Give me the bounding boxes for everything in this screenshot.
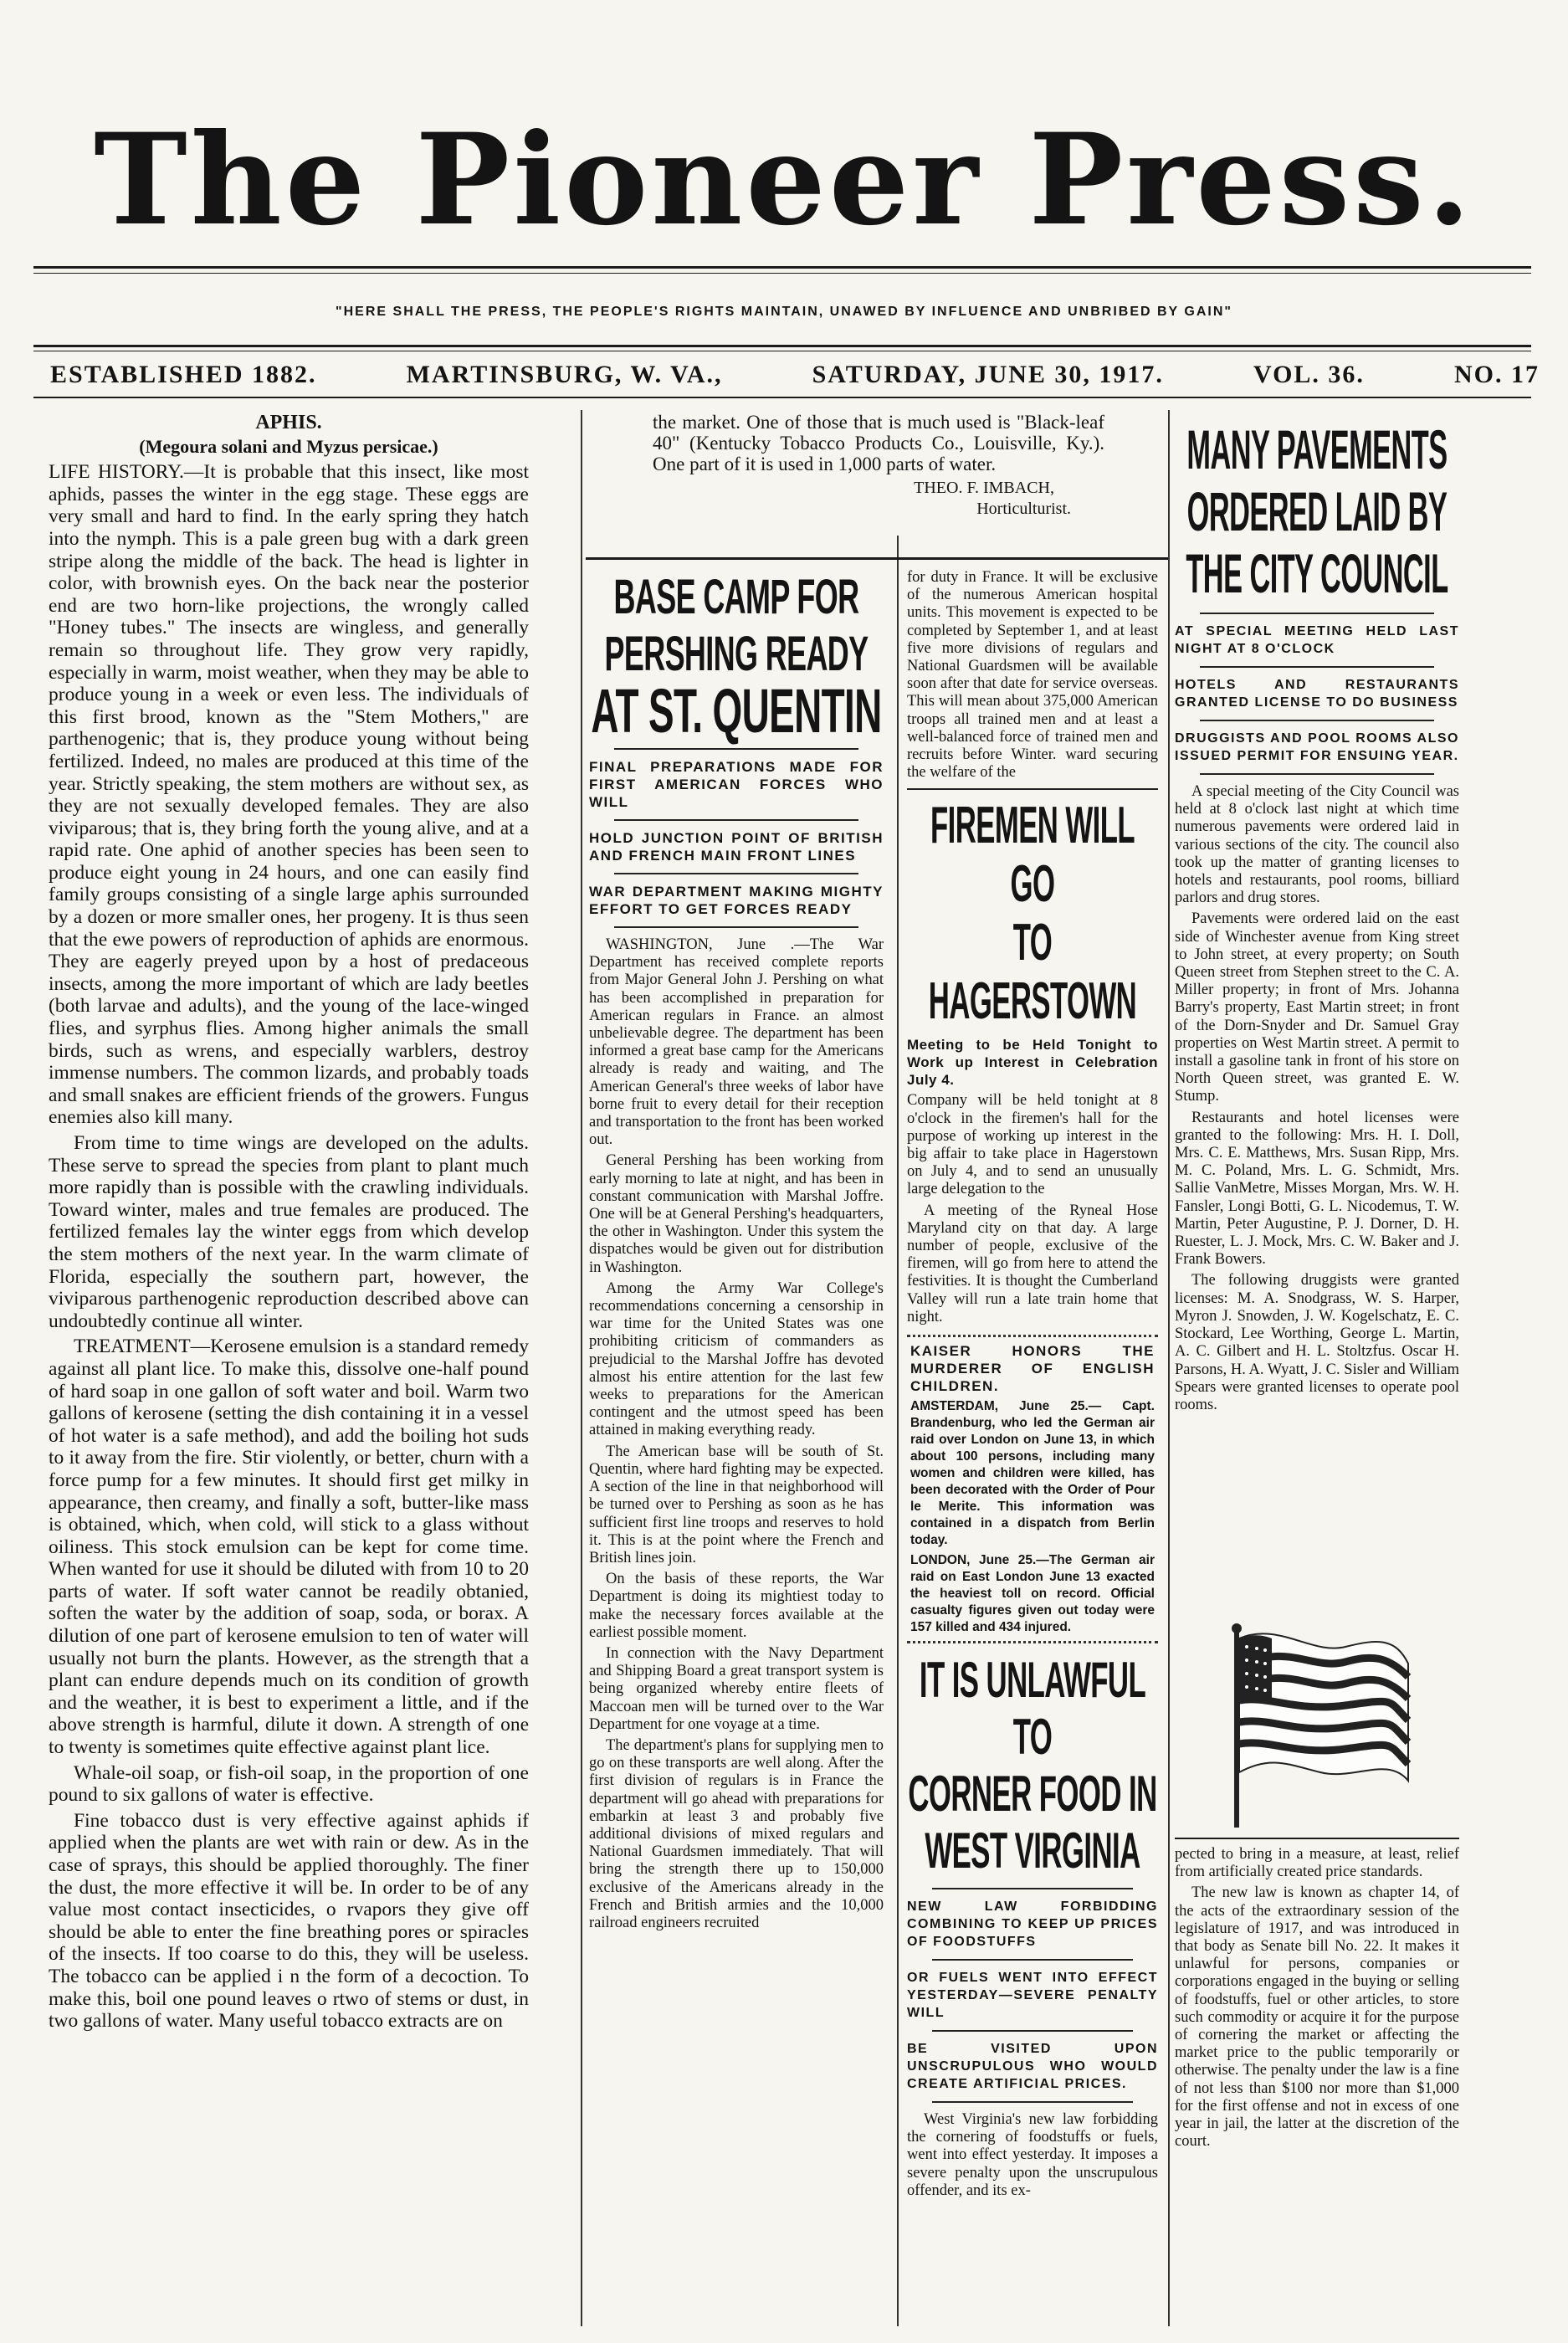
pavements-deck: HOTELS AND RESTAURANTS GRANTED LICENSE TO DO BUSINESS: [1175, 678, 1459, 710]
pershing-deck: WAR DEPARTMENT MAKING MIGHTY EFFORT TO GET FORCES READY: [589, 884, 884, 917]
pershing-continuation: for duty in France. It will be exclusive of the numerous American hospital units. This movement is expected to be completed by September 1, and at least five more divisions of regulars and National Guardsmen will be available soon after that date for service overseas. This will mean about 375,000 American troops all trained men and at least a well-balanced force of trained men and recruits before Winter. ward securing the welfare of the: [907, 569, 1158, 782]
deck-rule: [614, 926, 858, 928]
masthead-motto: "HERE SHALL THE PRESS, THE PEOPLE'S RIGHTS MAINTAIN, UNAWED BY INFLUENCE AND UNBRIBED BY GAIN": [336, 305, 1232, 319]
pavements-paragraph: A special meeting of the City Council was held at 8 o'clock last night at which time numerous pavements were ordered laid in various sections of the city. The council also took up the matter of granting licenses to hotels and restaurants, pool rooms, billiard parlors and drug stores.: [1175, 783, 1459, 907]
pershing-deck: HOLD JUNCTION POINT OF BRITISH AND FRENCH MAIN FRONT LINES: [589, 830, 884, 864]
aphis-paragraph: Whale-oil soap, or fish-oil soap, in the proportion of one pound to six gallons of water is effective.: [49, 1761, 529, 1807]
firemen-body: [907, 1092, 1158, 1326]
issue-number: NO. 17: [1454, 361, 1540, 388]
deck-rule: [932, 2101, 1133, 2103]
pavements-headline: [1176, 418, 1458, 604]
pavements-headline-line: MANY PAVEMENTS: [1186, 418, 1448, 480]
firemen-headline: [909, 797, 1157, 1031]
pershing-headline: [589, 569, 884, 746]
kaiser-box: [907, 1335, 1158, 1643]
pavements-headline-line: THE CITY COUNCIL: [1186, 542, 1448, 604]
aphis-paragraph: Fine tobacco dust is very effective against aphids if applied when the plants are wet with rain or dew. As in the case of sprays, this should be applied thoroughly. The finer the dust, the more effective it will be. In order to be of any value most contact insecticides, o rvapors they give off should be able to enter the fine breathing pores or spiracles of the insects. If too coarse to do this, they will be useless. The tobacco can be applied i n the form of a decoction. To make this, boil one pound leaves o rtwo of stems or dust, in two gallons of water. Many useful tobacco extracts are on: [49, 1809, 529, 2033]
deck-rule: [932, 1888, 1133, 1889]
kaiser-paragraph: AMSTERDAM, June 25.— Capt. Brandenburg, who led the German air raid over London on June 13, in which about 100 persons, including many women and children were killed, has been decorated with the Order of Pour le Merite. This information was contained in a dispatch from Berlin today.: [910, 1399, 1155, 1548]
dateline-rule-top: [33, 345, 1531, 347]
deck-rule: [614, 873, 858, 874]
aphis-title: APHIS.: [255, 412, 322, 433]
pavements-paragraph: Restaurants and hotel licenses were granted to the following: Mrs. H. I. Doll, Mrs. C. E. Matthews, Mrs. Susan Ripp, Mrs. M. C. Poland, Mrs. L. G. Schmidt, Mrs. Sallie VanMetre, Misses Morgan, Mrs. W. H. Fansler, Longi Botti, G. L. Nicodemus, T. W. Martin, Peter Augustine, P. J. Dorner, D. H. Ruester, L. J. Mock, Mrs. C. W. Baker and J. Frank Bowers.: [1175, 1109, 1459, 1269]
aphis-paragraph: From time to time wings are developed on the adults. These serve to spread the species from plant to plant much more rapidly than is possible with the crawling individuals. Toward winter, males and true females are produced. The fertilized females lay the winter eggs from which develop the stem mothers of the next year. In the warm climate of Florida, especially the southern part, however, the viviparous parthenogenic reproduction described above can undoubtedly continue all winter.: [49, 1132, 529, 1332]
unlawful-headline-line: WEST VIRGINIA: [925, 1823, 1140, 1879]
deck-rule: [907, 788, 1158, 790]
aphis-continuation: [653, 412, 1104, 554]
unlawful-deck: OR FUELS WENT INTO EFFECT YESTERDAY—SEVERE PENALTY WILL: [907, 1971, 1158, 2021]
aphis-signature-name: THEO. F. IMBACH,: [914, 479, 1054, 497]
pershing-paragraph: WASHINGTON, June .—The War Department has received complete reports from Major General John J. Pershing on what has been accomplished in preparation for American regulars in France. an almost unbelievable degree. The department has been informed a great base camp for the Americans already is ready and waiting, and The American General's three weeks of labor have borne fruit to every detail for their reception and transportation to the front has been worked out.: [589, 936, 884, 1149]
pershing-paragraph: General Pershing has been working from early morning to late at night, and has been in constant communication with Marshal Joffre. One will be at General Pershing's headquarters, the other in Washington. Under this system the dispatches would be given out for distribution in Washington.: [589, 1152, 884, 1276]
pavements-deck: DRUGGISTS AND POOL ROOMS ALSO ISSUED PERMIT FOR ENSUING YEAR.: [1175, 731, 1459, 763]
masthead-rule-top: [33, 266, 1531, 269]
american-flag-icon: [1220, 1613, 1412, 1831]
unlawful-continuation: [1175, 1846, 1459, 2323]
unlawful-cont-paragraph: pected to bring in a measure, at least, relief from artificially created price standards.: [1175, 1846, 1459, 1881]
deck-rule: [614, 748, 858, 750]
pershing-paragraph: The department's plans for supplying men to go on these transports are well along. After the first division of regulars is in France the department will go ahead with preparations for embarkin at least 3 and probably five additional divisions of mixed regulars and National Guardsmen immediately. That will bring the strength there up to 150,000 exclusive of the Americans already in the French and British armies and the 10,000 railroad engineers recruited: [589, 1736, 884, 1931]
pershing-headline-line: BASE CAMP FOR: [613, 570, 859, 624]
unlawful-headline: [907, 1652, 1158, 1879]
column-rule-2: [897, 536, 899, 2326]
dateline-rule-bottom: [33, 397, 1531, 398]
firemen-paragraph: A meeting of the Ryneal Hose Maryland city on that day. A large number of people, exclusive of the firemen, will go from here to attend the festivities. It is thought the Cumberland Valley will run a late train home that night.: [907, 1202, 1158, 1325]
deck-rule: [614, 819, 858, 821]
pershing-headline-line: PERSHING READY: [604, 627, 869, 681]
pavements-headline-line: ORDERED LAID BY: [1186, 480, 1448, 542]
dateline: [50, 358, 1540, 392]
unlawful-paragraph: West Virginia's new law forbidding the cornering of foodstuffs or fuels, went into effect yesterday. It imposes a severe penalty upon the unscrupulous offender, and its ex-: [907, 2111, 1158, 2199]
flag-rule: [1175, 1838, 1459, 1839]
pershing-paragraph: The American base will be south of St. Quentin, where hard fighting may be expected. A section of the line in that neighborhood will be turned over to Pershing as soon as he has sufficient first line troops and reserves to hold it. This is at the point where the French and British lines join.: [589, 1443, 884, 1566]
unlawful-headline-line: CORNER FOOD IN: [908, 1766, 1157, 1823]
pershing-paragraph: Among the Army War College's recommendations concerning a censorship in war time for the United States was one prohibiting criticism of commanders as prejudicial to the Marshal Joffre has devoted almost his entire attention for the last few weeks to preparations for the American contingent and the utmost speed has been attained in making everything ready.: [589, 1279, 884, 1439]
firemen-paragraph: Company will be held tonight at 8 o'clock in the firemen's hall for the purpose of working up interest in the big affair to take place in Hagerstown on July 4, and to send an unusually large delegation to the: [907, 1092, 1158, 1198]
unlawful-headline-line: IT IS UNLAWFUL TO: [919, 1652, 1146, 1766]
pavements-paragraph: The following druggists were granted licenses: M. A. Snodgrass, W. S. Harper, Myron J. Snowden, J. W. Kogelschatz, E. C. Stockard, Lee Worthing, George L. Martin, A. C. Gilbert and H. L. Stoltzfus. Oscar H. Parsons, H. A. Wyatt, J. C. Sisler and William Spears were granted licenses to operate pool rooms.: [1175, 1272, 1459, 1413]
kaiser-paragraph: LONDON, June 25.—The German air raid on East London June 13 exacted the heaviest toll on record. Official casualty figures given out today were 157 killed and 434 injured.: [910, 1553, 1155, 1635]
pershing-body: [589, 936, 884, 1932]
aphis-article: [49, 412, 529, 2320]
deck-rule: [1200, 613, 1434, 614]
pavements-deck: AT SPECIAL MEETING HELD LAST NIGHT AT 8 O'CLOCK: [1175, 624, 1459, 656]
cont-rule: [586, 557, 1168, 560]
aphis-paragraph: LIFE HISTORY.—It is probable that this insect, like most aphids, passes the winter in the egg stage. These eggs are very small and hard to find. In the early spring they hatch into the nymph. This is a pale green bug with a dark green stripe along the middle of the back. The head is lighter in color, with brownish eyes. On the back near the posterior end are two horn-like projections, the wrongly called "Honey tubes." The insects are wingless, and generally remain so throughout life. They grow very rapidly, especially in warm, moist weather, when they may be able to produce young in a week or even less. The individuals of this first brood, known as the "Stem Mothers," are parthenogenic; that is, they produce young without being fertilized. Indeed, no males are produced at this time of the year. Strictly speaking, the stem mothers are without sex, as they are not sexually developed females. They are also viviparous; that is, they bring forth the young alive, and at a rapid rate. One aphid of another species has been seen to produce eight young in 24 hours, and one can easily find family groups consisting of a single large aphis surrounded by a dozen or more smaller ones, her progeny. It is thus seen that the ewe powers of reproduction of aphids are enormous. They are eagerly preyed upon by a host of predaceous insects, among the more important of which are lady beetles (both larvae and adults), and the young of the lace-winged flies, and syrphus flies. Among higher animals the small birds, such as wrens, and especially warblers, destroy immense numbers. The common lizards, and probably toads and small snakes are efficient friends of the growers. Fungus enemies also kill many.: [49, 461, 529, 1129]
firemen-headline-line: FIREMEN WILL GO: [930, 797, 1135, 914]
issue-date: SATURDAY, JUNE 30, 1917.: [812, 361, 1164, 388]
masthead-title: The Pioneer Press.: [94, 106, 1474, 254]
pavements-paragraph: Pavements were ordered laid on the east side of Winchester avenue from King street to John street, at every property; on South Queen street from Stephen street to the C. A. Miller property; in front of Mrs. Johanna Barry's property, East Martin street; in front of the Dorn-Snyder and Dr. Samuel Gray properties on West Martin street. A permit to install a gasoline tank in front of his store on North Queen street, was granted E. W. Stump.: [1175, 910, 1459, 1105]
masthead-rule-thin: [33, 273, 1531, 274]
aphis-paragraph: TREATMENT—Kerosene emulsion is a standard remedy against all plant lice. To make this, dissolve one-half pound of hard soap in one gallon of soft water and boil. Warm two gallons of kerosene (setting the dish containing it in a vessel of hot water is a safe method), and add the boiling hot suds to it away from the fire. Stir violently, or better, churn with a force pump for a few minutes. It should first get milky in appearance, then creamy, and finally a soft, butter-like mass is obtained, which, when cold, will stick to a glass without oiliness. This stock emulsion can be kept for come time. When wanted for use it should be diluted with from 10 to 20 parts of water. If soft water cannot be readily obtanied, soften the water by the addition of soap, soda, or borax. A dilution of one part of kerosene emulsion to ten of water will usually not burn the plants. However, as the strength that a plant can endure depends much on its condition of growth and the weather, it is best to experiment a little, and if the above strength is harmful, dilute it down. A strength of one to twenty is sometimes quite effective against plant lice.: [49, 1336, 529, 1759]
deck-rule: [932, 2030, 1133, 2032]
unlawful-deck: BE VISITED UPON UNSCRUPULOUS WHO WOULD CREATE ARTIFICIAL PRICES.: [907, 2042, 1158, 2092]
pavements-body: [1175, 783, 1459, 1414]
deck-rule: [1200, 773, 1434, 775]
firemen-headline-line: TO HAGERSTOWN: [928, 914, 1137, 1031]
column-3: [907, 569, 1158, 2326]
unlawful-cont-paragraph: The new law is known as chapter 14, of the acts of the extraordinary session of the legislature of 1917, and was introduced in that body as Senate bill No. 22. It makes it unlawful for persons, companies or corporations engaged in the buying or selling of foodstuffs, fuel or other articles, to store such commodity or acquire it for the purpose of cornering the market or affecting the market price to the public temporarily or otherwise. The penalty under the law is a fine of not less than $100 nor more than $1,000 for the first offense and not in excess of one year in jail, the latter at the discretion of the court.: [1175, 1884, 1459, 2151]
established: ESTABLISHED 1882.: [50, 361, 317, 388]
pavements-article: [1175, 418, 1459, 1590]
pershing-paragraph: On the basis of these reports, the War Department is doing its mightiest today to make the necessary forces available at the earliest possible moment.: [589, 1571, 884, 1641]
aphis-signature-title: Horticulturist.: [976, 500, 1071, 518]
pershing-headline-line: AT ST. QUENTIN: [591, 676, 882, 746]
aphis-subtitle: (Megoura solani and Myzus persicae.): [139, 435, 438, 457]
deck-rule: [1200, 720, 1434, 721]
deck-rule: [932, 1959, 1133, 1961]
kaiser-headline: KAISER HONORS THE MURDERER OF ENGLISH CHILDREN.: [910, 1343, 1155, 1395]
column-rule-1: [581, 410, 582, 2326]
pershing-article: [589, 569, 884, 2326]
deck-rule: [1200, 666, 1434, 668]
unlawful-deck: NEW LAW FORBIDDING COMBINING TO KEEP UP PRICES OF FOODSTUFFS: [907, 1900, 1158, 1950]
column-rule-3: [1168, 410, 1170, 2326]
aphis-cont-text: the market. One of those that is much used is "Black-leaf 40" (Kentucky Tobacco Products Co., Louisville, Ky.). One part of it is used in 1,000 parts of water.: [653, 412, 1104, 474]
place: MARTINSBURG, W. VA.,: [406, 361, 723, 388]
volume: VOL. 36.: [1253, 361, 1365, 388]
pershing-paragraph: In connection with the Navy Department and Shipping Board a great transport system is being organized whereby entire fleets of Maccoan men will be turned over to the War Department for one voyage at a time.: [589, 1644, 884, 1733]
firemen-deck: Meeting to be Held Tonight to Work up Interest in Celebration July 4.: [907, 1037, 1158, 1089]
pershing-deck: FINAL PREPARATIONS MADE FOR FIRST AMERICAN FORCES WHO WILL: [589, 759, 884, 810]
